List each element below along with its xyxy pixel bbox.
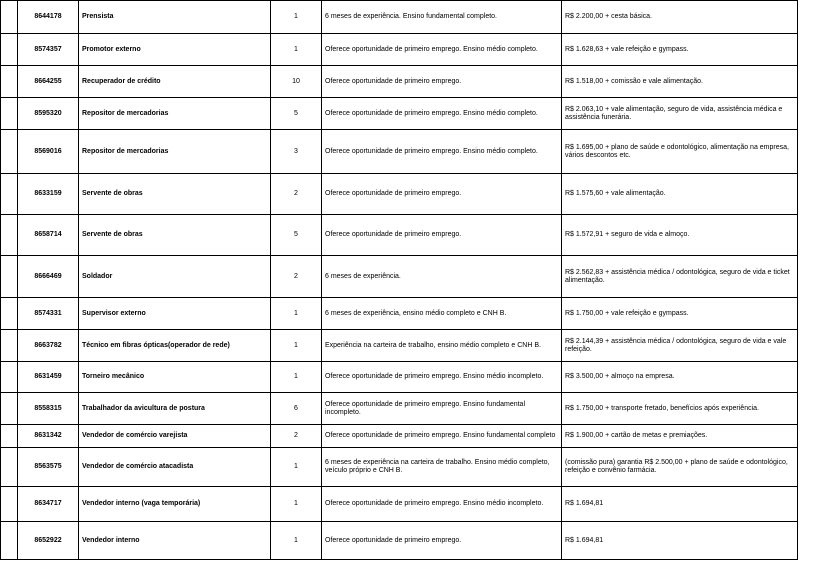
vacancy-count: 3	[271, 130, 322, 174]
vacancy-count: 1	[271, 487, 322, 522]
table-row	[1, 487, 798, 522]
vacancy-count: 1	[271, 34, 322, 66]
vacancy-count: 5	[271, 98, 322, 130]
salary-benefits: R$ 1.575,60 + vale alimentação.	[562, 174, 798, 215]
requirements: Oferece oportunidade de primeiro emprego.	[322, 66, 562, 98]
row-spacer-cell	[1, 362, 18, 393]
vacancy-count: 1	[271, 522, 322, 560]
requirements: 6 meses de experiência.	[322, 256, 562, 298]
row-spacer-cell	[1, 256, 18, 298]
vacancy-code: 8644178	[18, 1, 79, 34]
requirements: Oferece oportunidade de primeiro emprego.	[322, 215, 562, 256]
table-row	[1, 215, 798, 256]
salary-benefits: R$ 1.750,00 + vale refeição e gympass.	[562, 298, 798, 330]
table-row	[1, 522, 798, 560]
table-row	[1, 393, 798, 425]
job-title: Supervisor externo	[79, 298, 271, 330]
row-spacer-cell	[1, 215, 18, 256]
row-spacer-cell	[1, 448, 18, 487]
requirements: Oferece oportunidade de primeiro emprego. Ensino médio incompleto.	[322, 362, 562, 393]
row-spacer-cell	[1, 393, 18, 425]
salary-benefits: R$ 1.694,81	[562, 487, 798, 522]
requirements: Experiência na carteira de trabalho, ensino médio completo e CNH B.	[322, 330, 562, 362]
job-title: Trabalhador da avicultura de postura	[79, 393, 271, 425]
salary-benefits: R$ 3.500,00 + almoço na empresa.	[562, 362, 798, 393]
vacancy-code: 8666469	[18, 256, 79, 298]
vacancy-code: 8631342	[18, 425, 79, 448]
table-row	[1, 298, 798, 330]
vacancy-code: 8631459	[18, 362, 79, 393]
table-row	[1, 130, 798, 174]
salary-benefits: R$ 2.063,10 + vale alimentação, seguro de vida, assistência médica e assistência funerária.	[562, 98, 798, 130]
row-spacer-cell	[1, 174, 18, 215]
row-spacer-cell	[1, 425, 18, 448]
vacancy-count: 2	[271, 174, 322, 215]
salary-benefits: R$ 1.694,81	[562, 522, 798, 560]
vacancy-code: 8558315	[18, 393, 79, 425]
job-title: Repositor de mercadorias	[79, 130, 271, 174]
job-title: Repositor de mercadorias	[79, 98, 271, 130]
job-title: Prensista	[79, 1, 271, 34]
vacancy-count: 1	[271, 362, 322, 393]
vacancy-code: 8634717	[18, 487, 79, 522]
requirements: Oferece oportunidade de primeiro emprego. Ensino fundamental incompleto.	[322, 393, 562, 425]
job-title: Vendedor interno (vaga temporária)	[79, 487, 271, 522]
salary-benefits: R$ 2.200,00 + cesta básica.	[562, 1, 798, 34]
row-spacer-cell	[1, 522, 18, 560]
table-row	[1, 362, 798, 393]
row-spacer-cell	[1, 34, 18, 66]
requirements: Oferece oportunidade de primeiro emprego. Ensino médio completo.	[322, 130, 562, 174]
job-title: Vendedor de comércio varejista	[79, 425, 271, 448]
vacancy-count: 1	[271, 448, 322, 487]
job-title: Servente de obras	[79, 174, 271, 215]
row-spacer-cell	[1, 98, 18, 130]
requirements: Oferece oportunidade de primeiro emprego. Ensino médio completo.	[322, 98, 562, 130]
row-spacer-cell	[1, 1, 18, 34]
salary-benefits: R$ 1.750,00 + transporte fretado, benefícios após experiência.	[562, 393, 798, 425]
job-title: Vendedor interno	[79, 522, 271, 560]
table-row	[1, 1, 798, 34]
requirements: Oferece oportunidade de primeiro emprego.	[322, 174, 562, 215]
vacancy-code: 8658714	[18, 215, 79, 256]
vacancy-count: 1	[271, 330, 322, 362]
vacancy-count: 1	[271, 1, 322, 34]
row-spacer-cell	[1, 130, 18, 174]
salary-benefits: R$ 2.144,39 + assistência médica / odontológica, seguro de vida e vale refeição.	[562, 330, 798, 362]
vacancy-code: 8574357	[18, 34, 79, 66]
requirements: Oferece oportunidade de primeiro emprego. Ensino fundamental completo	[322, 425, 562, 448]
vacancy-count: 1	[271, 298, 322, 330]
salary-benefits: R$ 2.562,83 + assistência médica / odontológica, seguro de vida e ticket alimentação.	[562, 256, 798, 298]
vacancy-count: 2	[271, 425, 322, 448]
salary-benefits: R$ 1.572,91 + seguro de vida e almoço.	[562, 215, 798, 256]
table-row	[1, 256, 798, 298]
row-spacer-cell	[1, 66, 18, 98]
row-spacer-cell	[1, 298, 18, 330]
table-row	[1, 330, 798, 362]
requirements: Oferece oportunidade de primeiro emprego. Ensino médio completo.	[322, 34, 562, 66]
table-row	[1, 34, 798, 66]
job-title: Torneiro mecânico	[79, 362, 271, 393]
vacancy-code: 8595320	[18, 98, 79, 130]
requirements: 6 meses de experiência na carteira de trabalho. Ensino médio completo, veículo próprio e CNH B.	[322, 448, 562, 487]
salary-benefits: R$ 1.900,00 + cartão de metas e premiações.	[562, 425, 798, 448]
vacancy-code: 8652922	[18, 522, 79, 560]
table-row	[1, 425, 798, 448]
job-title: Recuperador de crédito	[79, 66, 271, 98]
vacancy-count: 6	[271, 393, 322, 425]
vacancy-code: 8569016	[18, 130, 79, 174]
job-title: Técnico em fibras ópticas(operador de rede)	[79, 330, 271, 362]
vacancy-code: 8563575	[18, 448, 79, 487]
job-title: Promotor externo	[79, 34, 271, 66]
requirements: 6 meses de experiência, ensino médio completo e CNH B.	[322, 298, 562, 330]
salary-benefits: R$ 1.695,00 + plano de saúde e odontológico, alimentação na empresa, vários descontos etc.	[562, 130, 798, 174]
job-title: Soldador	[79, 256, 271, 298]
requirements: Oferece oportunidade de primeiro emprego. Ensino médio incompleto.	[322, 487, 562, 522]
row-spacer-cell	[1, 487, 18, 522]
vacancy-count: 2	[271, 256, 322, 298]
vacancy-count: 10	[271, 66, 322, 98]
vacancy-code: 8663782	[18, 330, 79, 362]
vacancy-code: 8664255	[18, 66, 79, 98]
job-title: Servente de obras	[79, 215, 271, 256]
salary-benefits: R$ 1.518,00 + comissão e vale alimentação.	[562, 66, 798, 98]
salary-benefits: (comissão pura) garantia R$ 2.500,00 + plano de saúde e odontológico, refeição e convênio farmácia.	[562, 448, 798, 487]
table-row	[1, 98, 798, 130]
salary-benefits: R$ 1.628,63 + vale refeição e gympass.	[562, 34, 798, 66]
table-row	[1, 66, 798, 98]
vacancy-code: 8633159	[18, 174, 79, 215]
table-row	[1, 174, 798, 215]
requirements: Oferece oportunidade de primeiro emprego.	[322, 522, 562, 560]
job-title: Vendedor de comércio atacadista	[79, 448, 271, 487]
job-rows	[1, 1, 798, 560]
vacancy-code: 8574331	[18, 298, 79, 330]
requirements: 6 meses de experiência. Ensino fundamental completo.	[322, 1, 562, 34]
vacancy-count: 5	[271, 215, 322, 256]
table-row	[1, 448, 798, 487]
row-spacer-cell	[1, 330, 18, 362]
